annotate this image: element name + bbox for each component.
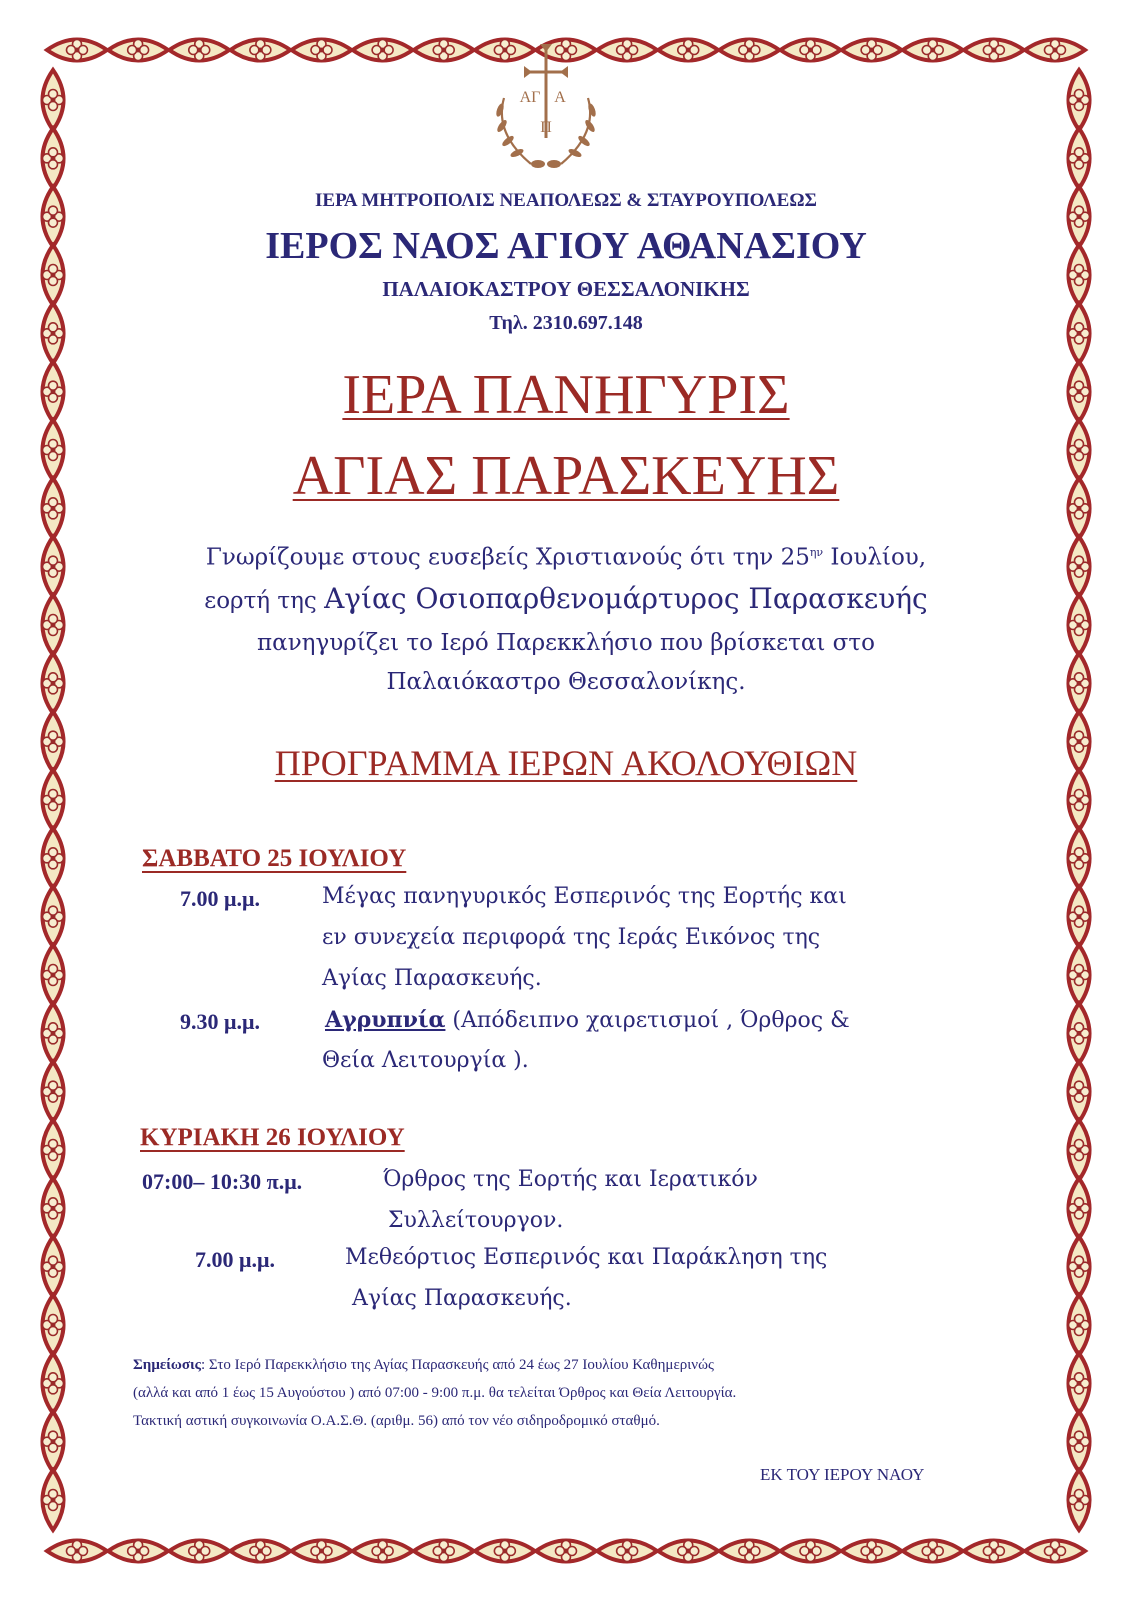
border-leaf-icon: [43, 1178, 64, 1238]
sunday-event-2-line-2: Αγίας Παρασκευής.: [352, 1286, 572, 1311]
signature: ΕΚ ΤΟΥ ΙΕΡΟΥ ΝΑΟΥ: [760, 1465, 925, 1484]
border-leaf-icon: [1025, 1541, 1085, 1562]
border-leaf-icon: [43, 1062, 64, 1122]
sunday-heading: ΚΥΡΙΑΚΗ 26 ΙΟΥΛΙΟΥ: [140, 1124, 405, 1151]
border-leaf-icon: [781, 1541, 841, 1562]
metropolis-name: ΙΕΡΑ ΜΗΤΡΟΠΟΛΙΣ ΝΕΑΠΟΛΕΩΣ & ΣΤΑΥΡΟΥΠΟΛΕΩΣ: [315, 190, 817, 211]
emblem-letters-bottom: Π: [540, 119, 552, 136]
title-line-1: ΙΕΡΑ ΠΑΝΗΓΥΡΙΣ: [342, 364, 790, 426]
sunday-event-1-line-2: Συλλείτουργον.: [388, 1208, 564, 1233]
border-leaf-icon: [964, 1541, 1024, 1562]
border-leaf-icon: [414, 40, 474, 61]
border-leaf-icon: [43, 945, 64, 1005]
border-leaf-icon: [169, 1541, 229, 1562]
intro-line-2: εορτή της Αγίας Οσιοπαρθενομάρτυρος Παρασκευής: [204, 582, 928, 615]
border-leaf-icon: [353, 1541, 413, 1562]
border-leaf-icon: [43, 70, 64, 130]
border-leaf-icon: [292, 40, 352, 61]
phone-number: Τηλ. 2310.697.148: [489, 312, 643, 334]
border-leaf-icon: [1069, 128, 1090, 188]
border-leaf-icon: [903, 40, 963, 61]
saturday-heading: ΣΑΒΒΑΤΟ 25 ΙΟΥΛΙΟΥ: [142, 845, 407, 872]
border-leaf-icon: [43, 1295, 64, 1355]
saturday-event-1-line-3: Αγίας Παρασκευής.: [322, 966, 542, 991]
note-label: Σημείωσις: [133, 1357, 201, 1373]
note-line-1: Σημείωσις: Στο Ιερό Παρεκκλήσιο της Αγίας Παρασκευής από 24 έως 27 Ιουλίου Καθημερινώς: [133, 1357, 714, 1373]
saturday-event-1-line-1: Μέγας πανηγυρικός Εσπερινός της Εορτής και: [322, 884, 847, 909]
border-leaf-icon: [1069, 1353, 1090, 1413]
border-leaf-icon: [230, 40, 290, 61]
border-leaf-icon: [719, 1541, 779, 1562]
border-leaf-icon: [43, 828, 64, 888]
intro-line-3: πανηγυρίζει το Ιερό Παρεκκλήσιο που βρίσκεται στο: [257, 630, 875, 656]
sunday-event-1-time: 07:00– 10:30 π.μ.: [142, 1169, 303, 1194]
border-leaf-icon: [43, 128, 64, 188]
border-leaf-icon: [43, 1353, 64, 1413]
border-leaf-icon: [353, 40, 413, 61]
border-leaf-icon: [1069, 1237, 1090, 1297]
sunday-event-1-line-1: Όρθρος της Εορτής και Ιερατικόν: [383, 1167, 758, 1192]
border-leaf-icon: [47, 1541, 107, 1562]
border-leaf-icon: [475, 1541, 535, 1562]
intro-line-4: Παλαιόκαστρο Θεσσαλονίκης.: [386, 669, 746, 695]
vigil-label: Αγρυπνία: [325, 1007, 446, 1033]
border-leaf-icon: [169, 40, 229, 61]
border-leaf-icon: [43, 1470, 64, 1530]
saturday-event-1-line-2: εν συνεχεία περιφορά της Ιεράς Εικόνος της: [322, 925, 821, 950]
border-leaf-icon: [414, 1541, 474, 1562]
border-leaf-icon: [108, 40, 168, 61]
border-leaf-icon: [1069, 1470, 1090, 1530]
church-name: ΙΕΡΟΣ ΝΑΟΣ ΑΓΙΟΥ ΑΘΑΝΑΣΙΟΥ: [265, 225, 867, 267]
saturday-event-1-time: 7.00 μ.μ.: [180, 886, 260, 911]
border-leaf-icon: [719, 40, 779, 61]
border-leaf-icon: [597, 1541, 657, 1562]
note-line-3: Τακτική αστική συγκοινωνία Ο.Α.Σ.Θ. (αριθμ. 56) από τον νέο σιδηροδρομικό σταθμό.: [133, 1413, 660, 1429]
border-leaf-icon: [1069, 70, 1090, 130]
border-leaf-icon: [1069, 1295, 1090, 1355]
border-leaf-icon: [1069, 1120, 1090, 1180]
border-leaf-icon: [1069, 1412, 1090, 1472]
cross-wreath-icon: [486, 38, 606, 178]
saturday-event-2-line-1: Αγρυπνία (Απόδειπνο χαιρετισμοί , Όρθρος &: [325, 1007, 850, 1033]
border-leaf-icon: [781, 40, 841, 61]
border-leaf-icon: [1069, 1062, 1090, 1122]
border-leaf-icon: [108, 1541, 168, 1562]
border-leaf-icon: [1069, 945, 1090, 1005]
border-leaf-icon: [842, 40, 902, 61]
border-leaf-icon: [597, 40, 657, 61]
church-location: ΠΑΛΑΙΟΚΑΣΤΡΟΥ ΘΕΣΣΑΛΟΝΙΚΗΣ: [382, 277, 750, 301]
border-leaf-icon: [658, 1541, 718, 1562]
border-leaf-icon: [903, 1541, 963, 1562]
border-leaf-icon: [842, 1541, 902, 1562]
emblem-letters-left: ΑΓ: [519, 89, 541, 106]
border-leaf-icon: [964, 40, 1024, 61]
border-leaf-icon: [1069, 1003, 1090, 1063]
border-leaf-icon: [47, 40, 107, 61]
border-leaf-icon: [43, 1412, 64, 1472]
border-leaf-icon: [43, 1003, 64, 1063]
saturday-event-2-line-2: Θεία Λειτουργία ).: [322, 1048, 529, 1073]
sunday-event-2-time: 7.00 μ.μ.: [195, 1247, 275, 1272]
border-leaf-icon: [1069, 1178, 1090, 1238]
border-leaf-icon: [1069, 828, 1090, 888]
border-leaf-icon: [230, 1541, 290, 1562]
border-leaf-icon: [43, 1237, 64, 1297]
intro-line-1: Γνωρίζουμε στους ευσεβείς Χριστιανούς ότι την $25^{\eta\nu}$ Ιουλίου,: [205, 544, 927, 571]
border-leaf-icon: [1069, 887, 1090, 947]
emblem-letters-right: Α: [554, 89, 566, 106]
border-leaf-icon: [43, 887, 64, 947]
border-leaf-icon: [43, 1120, 64, 1180]
title-line-2: ΑΓΙΑΣ ΠΑΡΑΣΚΕΥΗΣ: [292, 445, 840, 507]
saturday-event-2-time: 9.30 μ.μ.: [180, 1009, 260, 1034]
border-leaf-icon: [292, 1541, 352, 1562]
border-leaf-icon: [1025, 40, 1085, 61]
program-title: ΠΡΟΓΡΑΜΜΑ ΙΕΡΩΝ ΑΚΟΛΟΥΘΙΩΝ: [274, 743, 858, 783]
border-leaf-icon: [658, 40, 718, 61]
note-line-2: (αλλά και από 1 έως 15 Αυγούστου ) από 07:00 - 9:00 π.μ. θα τελείται Όρθρος και Θεία Λειτουργία.: [133, 1385, 737, 1401]
sunday-event-2-line-1: Μεθεόρτιος Εσπερινός και Παράκληση της: [345, 1245, 828, 1270]
border-leaf-icon: [536, 1541, 596, 1562]
